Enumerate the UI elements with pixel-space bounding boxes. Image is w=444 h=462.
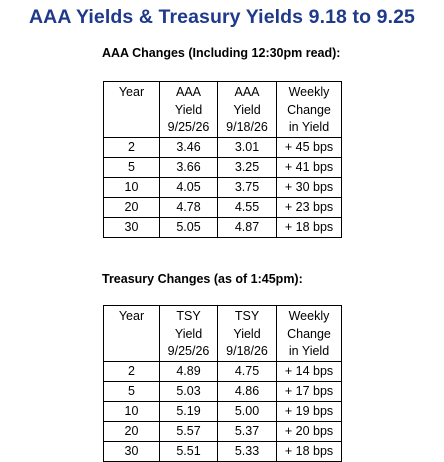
table-row: [104, 381, 342, 401]
header-line: 9/18/26: [226, 344, 268, 358]
current-yield-cell: 4.89: [160, 361, 218, 381]
current-yield-cell: 5.05: [160, 217, 218, 237]
current-yield-column-header: [160, 306, 218, 362]
header-line: 9/18/26: [226, 120, 268, 134]
weekly-change-cell: + 14 bps: [277, 361, 342, 381]
weekly-change-cell: + 20 bps: [277, 421, 342, 441]
year-cell: 10: [104, 401, 160, 421]
header-line: in Yield: [288, 344, 330, 358]
prior-yield-cell: 3.01: [218, 137, 277, 157]
header-line: 9/25/26: [167, 344, 210, 358]
weekly-change-cell: + 18 bps: [277, 217, 342, 237]
treasury-yields-table: [103, 305, 342, 462]
header-line: TSY: [234, 309, 260, 323]
prior-yield-cell: 4.86: [218, 381, 277, 401]
table-row: [104, 441, 342, 461]
prior-yield-column-header: [218, 82, 277, 138]
header-line: in Yield: [288, 120, 330, 134]
year-column-header: [104, 306, 160, 362]
header-line: Yield: [233, 326, 261, 341]
header-line: Yield: [233, 102, 261, 117]
header-line: TSY: [176, 309, 201, 323]
prior-yield-cell: 5.37: [218, 421, 277, 441]
header-line: 9/25/26: [167, 120, 210, 134]
prior-yield-column-header: [218, 306, 277, 362]
treasury-section-heading: Treasury Changes (as of 1:45pm):: [102, 272, 303, 286]
year-cell: 10: [104, 177, 160, 197]
current-yield-column-header: [160, 82, 218, 138]
header-line: Yield: [174, 102, 203, 117]
prior-yield-cell: 4.87: [218, 217, 277, 237]
current-yield-cell: 3.46: [160, 137, 218, 157]
year-cell: 2: [104, 137, 160, 157]
table-header-row: [104, 82, 342, 138]
prior-yield-cell: 3.75: [218, 177, 277, 197]
page-title: AAA Yields & Treasury Yields 9.18 to 9.25: [29, 6, 415, 28]
year-cell: 5: [104, 157, 160, 177]
weekly-change-cell: + 19 bps: [277, 401, 342, 421]
header-line: Yield: [174, 326, 203, 341]
aaa-yields-table: [103, 81, 342, 238]
header-line: AAA: [234, 85, 260, 99]
current-yield-cell: 5.51: [160, 441, 218, 461]
year-cell: 30: [104, 217, 160, 237]
current-yield-cell: 3.66: [160, 157, 218, 177]
year-cell: 20: [104, 197, 160, 217]
header-line: Year: [118, 85, 145, 99]
year-column-header: [104, 82, 160, 138]
header-line: Year: [118, 309, 145, 323]
table-row: [104, 217, 342, 237]
current-yield-cell: 5.57: [160, 421, 218, 441]
weekly-change-cell: + 23 bps: [277, 197, 342, 217]
current-yield-cell: 4.78: [160, 197, 218, 217]
table-row: [104, 421, 342, 441]
header-line: Weekly: [288, 85, 330, 99]
weekly-change-cell: + 18 bps: [277, 441, 342, 461]
weekly-change-cell: + 17 bps: [277, 381, 342, 401]
table-row: [104, 157, 342, 177]
table-row: [104, 177, 342, 197]
table-row: [104, 197, 342, 217]
prior-yield-cell: 3.25: [218, 157, 277, 177]
weekly-change-column-header: [277, 82, 342, 138]
current-yield-cell: 5.19: [160, 401, 218, 421]
weekly-change-cell: + 45 bps: [277, 137, 342, 157]
table-row: [104, 401, 342, 421]
aaa-section-heading: AAA Changes (Including 12:30pm read):: [102, 46, 341, 60]
current-yield-cell: 5.03: [160, 381, 218, 401]
year-cell: 2: [104, 361, 160, 381]
weekly-change-cell: + 41 bps: [277, 157, 342, 177]
header-line: Change: [287, 102, 331, 117]
table-row: [104, 137, 342, 157]
table-header-row: [104, 306, 342, 362]
year-cell: 20: [104, 421, 160, 441]
prior-yield-cell: 5.00: [218, 401, 277, 421]
current-yield-cell: 4.05: [160, 177, 218, 197]
year-cell: 30: [104, 441, 160, 461]
table-row: [104, 361, 342, 381]
header-line: AAA: [175, 85, 201, 99]
weekly-change-cell: + 30 bps: [277, 177, 342, 197]
weekly-change-column-header: [277, 306, 342, 362]
header-line: Change: [287, 326, 331, 341]
prior-yield-cell: 4.75: [218, 361, 277, 381]
prior-yield-cell: 5.33: [218, 441, 277, 461]
prior-yield-cell: 4.55: [218, 197, 277, 217]
header-line: Weekly: [288, 309, 330, 323]
year-cell: 5: [104, 381, 160, 401]
